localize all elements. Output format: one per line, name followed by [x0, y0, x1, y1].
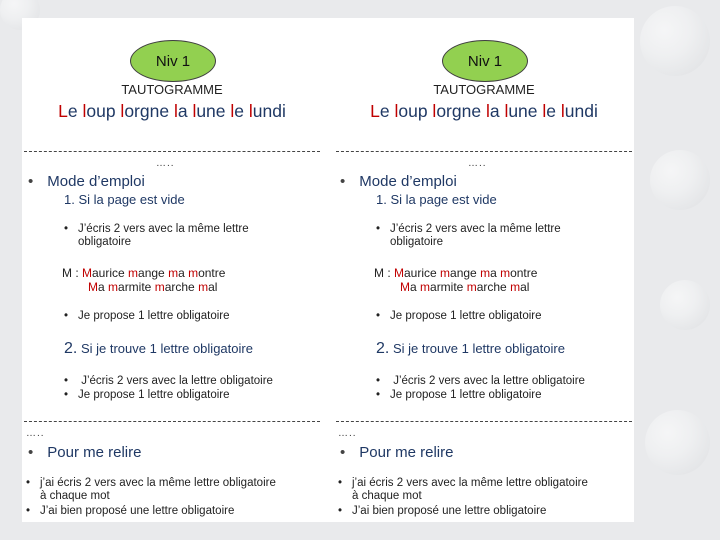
list-item: • Je propose 1 lettre obligatoire — [64, 389, 230, 401]
list-item-continued: obligatoire — [78, 236, 132, 248]
step-1-heading: 1. Si la page est vide — [376, 192, 497, 207]
checklist-item-continued: à chaque mot — [40, 490, 110, 502]
highlight-letter: l — [485, 101, 490, 121]
text-run: arche — [476, 280, 511, 294]
text-run: ontre — [510, 266, 538, 280]
highlight-letter: l — [542, 101, 547, 121]
bullet: • — [64, 310, 69, 322]
text-run: al — [520, 280, 530, 294]
bullet: • — [340, 444, 346, 461]
list-item: • Je propose 1 lettre obligatoire — [376, 389, 542, 401]
text-run: a — [489, 101, 505, 121]
highlight-letter: M — [82, 266, 92, 280]
bullet: • — [338, 477, 343, 489]
highlight-letter: m — [168, 266, 179, 280]
checklist-item: • J’ai bien proposé une lettre obligatoire — [338, 505, 547, 517]
text-run: a — [98, 280, 109, 294]
text-run: arche — [164, 280, 199, 294]
highlight-letter: m — [128, 266, 139, 280]
highlight-letter: m — [154, 280, 165, 294]
highlight-letter: l — [192, 101, 197, 121]
text-run: M : — [374, 266, 394, 280]
highlight-letter: m — [198, 280, 209, 294]
worksheet-card-left — [22, 18, 322, 522]
highlight-letter: m — [510, 280, 521, 294]
mode-emploi-heading — [28, 173, 145, 190]
bullet: • — [26, 505, 31, 517]
checklist-item-continued: à chaque mot — [352, 490, 422, 502]
step-1-heading: 1. Si la page est vide — [64, 192, 185, 207]
relire-heading — [28, 444, 141, 461]
text-run: a — [178, 266, 189, 280]
level-badge: Niv 1 — [442, 40, 528, 82]
bullet: • — [338, 505, 343, 517]
background-droplet — [645, 410, 710, 475]
answer-line — [24, 151, 320, 152]
text-run: orgne — [436, 101, 486, 121]
text-run: oup — [398, 101, 433, 121]
bullet: • — [376, 375, 381, 387]
example-sentence-line-2 — [400, 280, 529, 294]
highlight-letter: L — [370, 101, 380, 121]
text-run: aurice — [404, 266, 441, 280]
text-run: armite — [118, 280, 155, 294]
text-run: e — [234, 101, 249, 121]
highlight-letter: l — [230, 101, 235, 121]
slide — [22, 18, 634, 522]
highlight-letter: m — [440, 266, 451, 280]
checklist-item: • j’ai écris 2 vers avec la même lettre obligatoire — [26, 477, 276, 489]
text-run: une — [196, 101, 231, 121]
bullet: • — [28, 173, 34, 190]
tautogramme-heading: TAUTOGRAMME — [433, 82, 535, 97]
answer-line — [336, 151, 632, 152]
bullet: • — [340, 173, 346, 190]
example-phrase — [22, 101, 322, 122]
text-run: ange — [138, 266, 169, 280]
highlight-letter: m — [108, 280, 119, 294]
text-run: aurice — [92, 266, 129, 280]
checklist-item: • J’ai bien proposé une lettre obligatoire — [26, 505, 235, 517]
text-run: a — [490, 266, 501, 280]
background-droplet — [640, 6, 710, 76]
bullet: • — [28, 444, 34, 461]
text-run: ontre — [198, 266, 226, 280]
answer-line — [336, 421, 632, 422]
highlight-letter: l — [120, 101, 125, 121]
highlight-letter: M — [88, 280, 98, 294]
text-run: e — [67, 101, 83, 121]
worksheet-card-right — [334, 18, 634, 522]
answer-line-tail: ….. — [26, 428, 45, 439]
highlight-letter: m — [420, 280, 431, 294]
highlight-letter: M — [400, 280, 410, 294]
step-2-heading: 2. Si je trouve 1 lettre obligatoire — [64, 340, 253, 357]
level-badge: Niv 1 — [130, 40, 216, 82]
example-phrase — [334, 101, 634, 122]
answer-line — [24, 421, 320, 422]
tautogramme-heading: TAUTOGRAMME — [121, 82, 223, 97]
text-run: al — [208, 280, 218, 294]
example-sentence-line-1 — [374, 266, 537, 280]
text-run: orgne — [124, 101, 174, 121]
step-2-heading: 2. Si je trouve 1 lettre obligatoire — [376, 340, 565, 357]
highlight-letter: m — [500, 266, 511, 280]
highlight-letter: m — [188, 266, 199, 280]
list-item-continued: obligatoire — [390, 236, 444, 248]
highlight-letter: l — [173, 101, 178, 121]
highlight-letter: m — [466, 280, 477, 294]
list-item: • J’écris 2 vers avec la même lettre — [376, 223, 561, 235]
bullet: • — [376, 389, 381, 401]
bullet: • — [64, 389, 69, 401]
text-run: armite — [430, 280, 467, 294]
highlight-letter: l — [504, 101, 509, 121]
relire-heading — [340, 444, 453, 461]
relire-label: Pour me relire — [359, 444, 454, 461]
list-item: • Je propose 1 lettre obligatoire — [64, 310, 230, 322]
highlight-letter: l — [82, 101, 87, 121]
relire-label: Pour me relire — [47, 444, 142, 461]
example-sentence-line-2 — [88, 280, 217, 294]
highlight-letter: l — [432, 101, 437, 121]
highlight-letter: m — [480, 266, 491, 280]
text-run: a — [410, 280, 421, 294]
text-run: e — [546, 101, 561, 121]
mode-emploi-label: Mode d’emploi — [47, 173, 145, 190]
checklist-item: • j’ai écris 2 vers avec la même lettre obligatoire — [338, 477, 588, 489]
background-droplet — [660, 280, 710, 330]
list-item: • J’écris 2 vers avec la même lettre — [64, 223, 249, 235]
background-droplet — [650, 150, 710, 210]
text-run: a — [177, 101, 193, 121]
mode-emploi-heading — [340, 173, 457, 190]
list-item: • J’écris 2 vers avec la lettre obligatoire — [376, 375, 585, 387]
text-run: une — [508, 101, 543, 121]
highlight-letter: l — [248, 101, 253, 121]
example-sentence-line-1 — [62, 266, 225, 280]
text-run: oup — [86, 101, 121, 121]
highlight-letter: L — [58, 101, 68, 121]
bullet: • — [26, 477, 31, 489]
text-run: undi — [252, 101, 286, 121]
text-run: M : — [62, 266, 82, 280]
text-run: e — [379, 101, 395, 121]
highlight-letter: M — [394, 266, 404, 280]
bullet: • — [376, 310, 381, 322]
bullet: • — [64, 223, 69, 235]
text-run: ange — [450, 266, 481, 280]
answer-line-tail: ….. — [468, 158, 487, 169]
bullet: • — [64, 375, 69, 387]
mode-emploi-label: Mode d’emploi — [359, 173, 457, 190]
highlight-letter: l — [560, 101, 565, 121]
highlight-letter: l — [394, 101, 399, 121]
text-run: undi — [564, 101, 598, 121]
answer-line-tail: ….. — [156, 158, 175, 169]
list-item: • Je propose 1 lettre obligatoire — [376, 310, 542, 322]
list-item: • J’écris 2 vers avec la lettre obligatoire — [64, 375, 273, 387]
answer-line-tail: ….. — [338, 428, 357, 439]
bullet: • — [376, 223, 381, 235]
